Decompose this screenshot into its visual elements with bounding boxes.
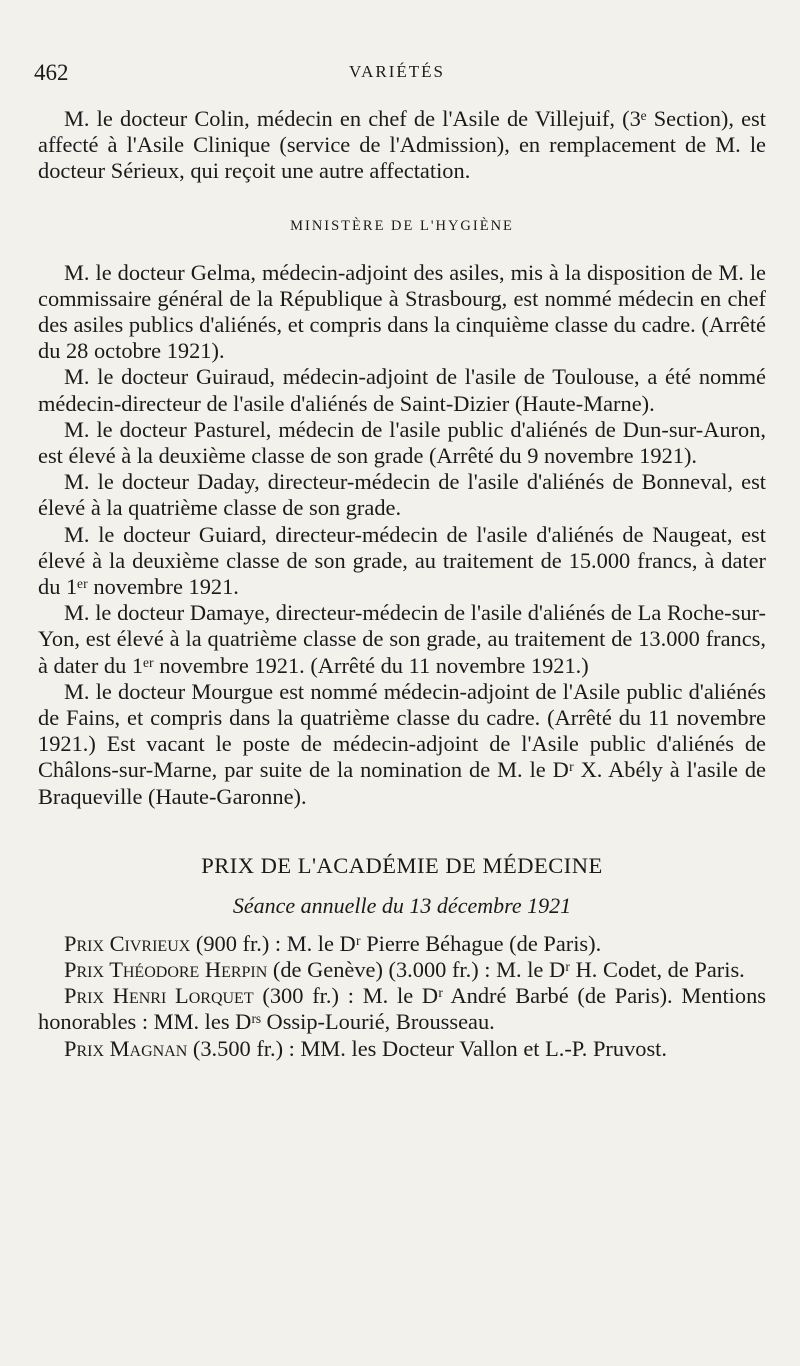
- ministry-paragraph: M. le docteur Guiard, directeur-médecin de l'asile d'aliénés de Naugeat, est élevé à la deuxième classe de son grade, au traitement de 15.000 francs, à dater du 1ᵉʳ novembre 1921.: [38, 521, 766, 600]
- prize-entry: [38, 1036, 766, 1062]
- page-header: [34, 60, 760, 90]
- prize-text: (de Genève) (3.000 fr.) : M. le Dʳ H. Codet, de Paris.: [267, 957, 745, 983]
- academy-heading: PRIX DE L'ACADÉMIE DE MÉDECINE: [201, 852, 603, 878]
- ministry-paragraph: M. le docteur Daday, directeur-médecin de l'asile d'aliénés de Bonneval, est élevé à la quatrième classe de son grade.: [38, 469, 766, 521]
- running-title: VARIÉTÉS: [349, 62, 445, 81]
- ministry-paragraph: M. le docteur Guiraud, médecin-adjoint de l'asile de Toulouse, a été nommé médecin-directeur de l'asile d'aliénés de Saint-Dizier (Haute-Marne).: [38, 364, 766, 416]
- opening-paragraph: M. le docteur Colin, médecin en chef de l'Asile de Villejuif, (3ᵉ Section), est affecté à l'Asile Clinique (service de l'Admission), en remplacement de M. le docteur Sérieux, qui reçoit une autre affectation.: [38, 106, 766, 184]
- ministry-heading: MINISTÈRE DE L'HYGIÈNE: [290, 217, 514, 234]
- prize-entry: [38, 983, 766, 1035]
- ministry-paragraph: M. le docteur Gelma, médecin-adjoint des asiles, mis à la disposition de M. le commissaire général de la République à Strasbourg, est nommé médecin en chef des asiles publics d'aliénés, et compris dans la cinquième classe du cadre. (Arrêté du 28 octobre 1921).: [38, 259, 766, 364]
- prize-name: Prix Magnan: [64, 1035, 188, 1061]
- ministry-paragraph: M. le docteur Pasturel, médecin de l'asile public d'aliénés de Dun-sur-Auron, est élevé à la deuxième classe de son grade (Arrêté du 9 novembre 1921).: [38, 416, 766, 469]
- prize-text: (3.500 fr.) : MM. les Docteur Vallon et L.-P. Pruvost.: [187, 1035, 667, 1061]
- ministry-paragraph: M. le docteur Damaye, directeur-médecin de l'asile d'aliénés de La Roche-sur-Yon, est élevé à la quatrième classe de son grade, au traitement de 13.000 francs, à dater du 1ᵉʳ novembre 1921. (Arrêté du 11 novembre 1921.): [38, 600, 766, 678]
- prize-name: Prix Théodore Herpin: [64, 957, 268, 983]
- prize-text: (300 fr.) : M. le Dʳ André Barbé (de Paris). Mentions honorables : MM. les Dʳˢ Ossip-Lourié, Brousseau.: [38, 983, 766, 1035]
- prize-name: Prix Henri Lorquet: [64, 983, 254, 1009]
- ministry-paragraph: M. le docteur Mourgue est nommé médecin-adjoint de l'Asile public d'aliénés de Fains, et compris dans la quatrième classe du cadre. (Arrêté du 11 novembre 1921.) Est vacant le poste de médecin-adjoint de l'Asile public d'aliénés de Châlons-sur-Marne, par suite de la nomination de M. le Dʳ X. Abély à l'asile de Braqueville (Haute-Garonne).: [38, 678, 766, 809]
- page-body: [38, 106, 766, 1062]
- prize-name: Prix Civrieux: [64, 930, 191, 956]
- prize-entry: [38, 931, 766, 957]
- session-subtitle: Séance annuelle du 13 décembre 1921: [232, 892, 572, 918]
- prize-text: (900 fr.) : M. le Dʳ Pierre Béhague (de Paris).: [190, 930, 602, 956]
- prize-entry: [38, 957, 766, 983]
- page-number: 462: [34, 60, 69, 85]
